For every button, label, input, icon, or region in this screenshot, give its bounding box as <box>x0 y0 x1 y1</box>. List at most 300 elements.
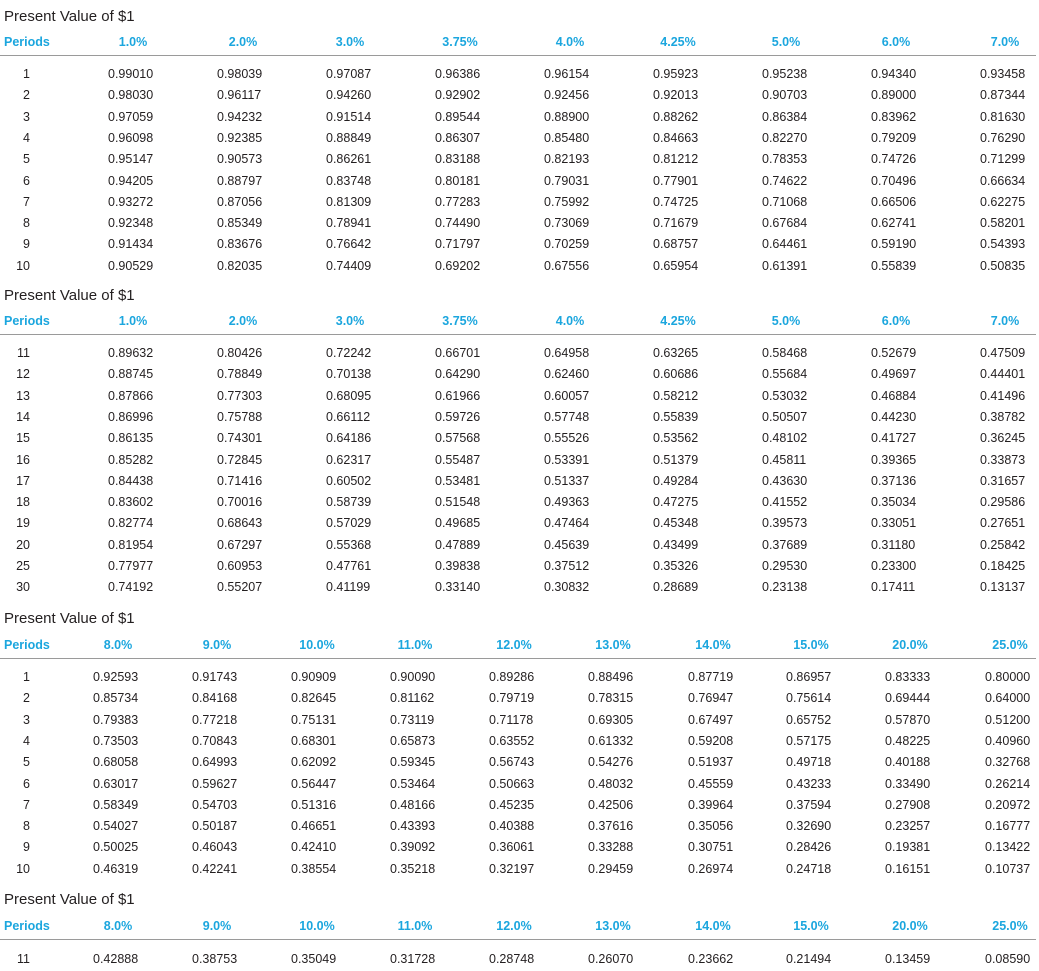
pv-factor-cell: 0.23138 <box>762 580 808 595</box>
pv-factor-cell: 0.55207 <box>217 580 263 595</box>
pv-factor-cell: 0.89544 <box>435 109 481 124</box>
pv-factor-cell: 0.31657 <box>980 473 1026 488</box>
pv-factor-cell: 0.29459 <box>588 861 634 876</box>
pv-factor-cell: 0.44230 <box>871 409 917 424</box>
pv-factor-cell: 0.69444 <box>885 691 931 706</box>
pv-factor-cell: 0.83602 <box>108 495 154 510</box>
period-cell: 3 <box>23 109 30 124</box>
rate-column-header: 4.25% <box>660 314 696 328</box>
pv-factor-cell: 0.28689 <box>653 580 699 595</box>
rate-column-header: 1.0% <box>118 314 148 328</box>
pv-factor-cell: 0.71299 <box>980 152 1026 167</box>
period-cell: 30 <box>16 580 30 595</box>
pv-factor-cell: 0.73069 <box>544 216 590 231</box>
pv-factor-cell: 0.54393 <box>980 237 1026 252</box>
pv-factor-cell: 0.64186 <box>326 431 372 446</box>
pv-factor-cell: 0.58468 <box>762 346 808 360</box>
pv-factor-cell: 0.49718 <box>786 755 832 770</box>
pv-factor-cell: 0.69305 <box>588 712 634 727</box>
pv-factor-cell: 0.59345 <box>390 755 436 770</box>
pv-factor-cell: 0.32690 <box>786 819 832 834</box>
pv-factor-cell: 0.97087 <box>326 67 372 81</box>
pv-factor-cell: 0.08590 <box>985 952 1031 966</box>
pv-factor-cell: 0.77283 <box>435 194 481 209</box>
pv-factor-cell: 0.88797 <box>217 173 263 188</box>
pv-factor-cell: 0.61966 <box>435 388 481 403</box>
pv-factor-cell: 0.64000 <box>985 691 1031 706</box>
pv-factor-cell: 0.47509 <box>980 346 1026 360</box>
pv-factor-cell: 0.92348 <box>108 216 154 231</box>
pv-factor-cell: 0.31728 <box>390 952 436 966</box>
pv-factor-cell: 0.84663 <box>653 130 699 145</box>
pv-factor-cell: 0.57175 <box>786 733 832 748</box>
period-cell: 11 <box>17 346 30 360</box>
pv-factor-cell: 0.92013 <box>653 88 699 103</box>
pv-factor-cell: 0.10737 <box>985 861 1031 876</box>
pv-factor-cell: 0.77218 <box>192 712 238 727</box>
pv-factor-cell: 0.91743 <box>192 670 238 684</box>
rate-column-header: 15.0% <box>793 919 829 933</box>
pv-factor-cell: 0.45559 <box>688 776 734 791</box>
pv-factor-cell: 0.83748 <box>326 173 372 188</box>
period-cell: 5 <box>23 152 30 167</box>
rate-column-header: 11.0% <box>397 638 433 652</box>
pv-factor-cell: 0.50663 <box>489 776 535 791</box>
pv-factor-cell: 0.74490 <box>435 216 481 231</box>
pv-factor-cell: 0.85734 <box>93 691 139 706</box>
pv-factor-cell: 0.46319 <box>93 861 139 876</box>
pv-factor-cell: 0.55839 <box>653 409 699 424</box>
pv-factor-cell: 0.13459 <box>885 952 931 966</box>
pv-factor-cell: 0.69202 <box>435 258 481 273</box>
pv-factor-cell: 0.77977 <box>108 559 154 573</box>
pv-factor-cell: 0.61332 <box>588 733 634 748</box>
rate-column-header: 20.0% <box>892 919 928 933</box>
pv-factor-cell: 0.66112 <box>326 409 371 424</box>
period-cell: 7 <box>23 797 30 812</box>
rate-column-header: 12.0% <box>496 919 532 933</box>
pv-factor-cell: 0.18425 <box>980 559 1026 573</box>
pv-factor-cell: 0.40188 <box>885 755 931 770</box>
pv-factor-cell: 0.67556 <box>544 258 590 273</box>
pv-factor-cell: 0.72242 <box>326 346 372 360</box>
pv-factor-cell: 0.90573 <box>217 152 263 167</box>
pv-factor-cell: 0.90703 <box>762 88 808 103</box>
pv-factor-cell: 0.87719 <box>688 670 734 684</box>
pv-factor-cell: 0.35049 <box>291 952 337 966</box>
rate-column-header: 2.0% <box>228 35 258 49</box>
pv-factor-cell: 0.94260 <box>326 88 372 103</box>
pv-factor-cell: 0.39365 <box>871 452 917 467</box>
pv-factor-cell: 0.39573 <box>762 516 808 531</box>
pv-factor-cell: 0.71797 <box>435 237 481 252</box>
rate-column-header: 6.0% <box>881 35 911 49</box>
period-cell: 20 <box>16 537 30 552</box>
pv-factor-cell: 0.60502 <box>326 473 372 488</box>
period-cell: 17 <box>16 473 30 488</box>
pv-factor-cell: 0.84168 <box>192 691 238 706</box>
pv-factor-cell: 0.79383 <box>93 712 139 727</box>
pv-factor-cell: 0.82645 <box>291 691 337 706</box>
rate-column-header: 3.75% <box>442 314 478 328</box>
pv-factor-cell: 0.72845 <box>217 452 263 467</box>
pv-factor-cell: 0.42410 <box>291 840 337 855</box>
pv-factor-cell: 0.73503 <box>93 733 139 748</box>
pv-factor-cell: 0.45811 <box>762 452 807 467</box>
pv-factor-cell: 0.85282 <box>108 452 154 467</box>
pv-factor-cell: 0.53032 <box>762 388 808 403</box>
pv-factor-cell: 0.50507 <box>762 409 808 424</box>
pv-factor-cell: 0.79719 <box>489 691 535 706</box>
pv-factor-cell: 0.58349 <box>93 797 139 812</box>
pv-factor-cell: 0.75614 <box>786 691 832 706</box>
pv-factor-cell: 0.68058 <box>93 755 139 770</box>
pv-factor-cell: 0.55487 <box>435 452 481 467</box>
pv-factor-cell: 0.82035 <box>217 258 263 273</box>
pv-factor-cell: 0.48225 <box>885 733 931 748</box>
pv-factor-cell: 0.71416 <box>217 473 263 488</box>
pv-factor-cell: 0.80181 <box>435 173 481 188</box>
pv-factor-cell: 0.90090 <box>390 670 436 684</box>
pv-factor-cell: 0.92385 <box>217 130 263 145</box>
pv-factor-cell: 0.57568 <box>435 431 481 446</box>
period-cell: 6 <box>23 173 30 188</box>
period-cell: 9 <box>23 840 30 855</box>
pv-factor-cell: 0.33051 <box>871 516 917 531</box>
header-divider <box>0 334 1036 335</box>
pv-factor-cell: 0.48102 <box>762 431 808 446</box>
pv-factor-cell: 0.47464 <box>544 516 590 531</box>
pv-factor-cell: 0.53562 <box>653 431 699 446</box>
pv-factor-cell: 0.63265 <box>653 346 699 360</box>
period-cell: 8 <box>23 819 30 834</box>
pv-factor-cell: 0.76290 <box>980 130 1026 145</box>
pv-factor-cell: 0.84438 <box>108 473 154 488</box>
pv-factor-cell: 0.16777 <box>985 819 1031 834</box>
pv-factor-cell: 0.43233 <box>786 776 832 791</box>
pv-factor-cell: 0.40388 <box>489 819 535 834</box>
period-cell: 25 <box>16 559 30 573</box>
pv-factor-cell: 0.90909 <box>291 670 337 684</box>
pv-factor-cell: 0.71178 <box>489 712 534 727</box>
period-cell: 19 <box>16 516 30 531</box>
pv-factor-cell: 0.62741 <box>871 216 917 231</box>
pv-factor-cell: 0.93272 <box>108 194 154 209</box>
period-cell: 8 <box>23 216 30 231</box>
pv-factor-cell: 0.70016 <box>217 495 263 510</box>
pv-factor-cell: 0.59726 <box>435 409 481 424</box>
pv-factor-cell: 0.33490 <box>885 776 931 791</box>
pv-factor-cell: 0.68643 <box>217 516 263 531</box>
pv-factor-cell: 0.37512 <box>544 559 590 573</box>
pv-factor-cell: 0.81162 <box>390 691 435 706</box>
pv-factor-cell: 0.44401 <box>980 367 1026 382</box>
pv-factor-cell: 0.62317 <box>326 452 372 467</box>
pv-factor-cell: 0.48032 <box>588 776 634 791</box>
rate-column-header: 12.0% <box>496 638 532 652</box>
pv-factor-cell: 0.42888 <box>93 952 139 966</box>
pv-factor-cell: 0.75788 <box>217 409 263 424</box>
pv-factor-cell: 0.64958 <box>544 346 590 360</box>
rate-column-header: 9.0% <box>202 638 232 652</box>
period-cell: 11 <box>17 952 30 966</box>
rate-column-header: 14.0% <box>695 638 731 652</box>
rate-column-header: 13.0% <box>595 919 631 933</box>
table-title: Present Value of $1 <box>4 8 135 25</box>
pv-factor-cell: 0.49697 <box>871 367 917 382</box>
pv-factor-cell: 0.94340 <box>871 67 917 81</box>
pv-factor-cell: 0.41199 <box>326 580 371 595</box>
pv-factor-cell: 0.59190 <box>871 237 917 252</box>
pv-factor-cell: 0.28748 <box>489 952 535 966</box>
pv-factor-cell: 0.54027 <box>93 819 139 834</box>
rate-column-header: 8.0% <box>103 638 133 652</box>
pv-factor-cell: 0.38753 <box>192 952 238 966</box>
rate-column-header: 4.25% <box>660 35 696 49</box>
period-cell: 4 <box>23 733 30 748</box>
pv-factor-cell: 0.89632 <box>108 346 154 360</box>
rate-column-header: 5.0% <box>771 314 801 328</box>
pv-factor-cell: 0.81954 <box>108 537 154 552</box>
pv-factor-cell: 0.79031 <box>544 173 590 188</box>
pv-factor-cell: 0.38782 <box>980 409 1026 424</box>
rate-column-header: 10.0% <box>299 638 335 652</box>
pv-factor-cell: 0.50025 <box>93 840 139 855</box>
period-cell: 2 <box>23 88 30 103</box>
period-cell: 18 <box>16 495 30 510</box>
rate-column-header: 4.0% <box>555 314 585 328</box>
pv-factor-cell: 0.36245 <box>980 431 1026 446</box>
pv-factor-cell: 0.65752 <box>786 712 832 727</box>
rate-column-header: 4.0% <box>555 35 585 49</box>
pv-factor-cell: 0.98039 <box>217 67 263 81</box>
pv-factor-cell: 0.77303 <box>217 388 263 403</box>
period-cell: 12 <box>16 367 30 382</box>
pv-factor-cell: 0.53481 <box>435 473 481 488</box>
pv-factor-cell: 0.82774 <box>108 516 154 531</box>
pv-factor-cell: 0.63552 <box>489 733 535 748</box>
pv-factor-cell: 0.70496 <box>871 173 917 188</box>
pv-factor-cell: 0.74301 <box>217 431 263 446</box>
pv-factor-cell: 0.66701 <box>435 346 481 360</box>
pv-factor-cell: 0.80000 <box>985 670 1031 684</box>
pv-factor-cell: 0.51316 <box>291 797 337 812</box>
pv-factor-cell: 0.24718 <box>786 861 832 876</box>
pv-factor-cell: 0.71679 <box>653 216 699 231</box>
pv-factor-cell: 0.70843 <box>192 733 238 748</box>
pv-factor-cell: 0.62460 <box>544 367 590 382</box>
pv-factor-cell: 0.30751 <box>688 840 734 855</box>
pv-factor-cell: 0.59627 <box>192 776 238 791</box>
pv-factor-cell: 0.90529 <box>108 258 154 273</box>
pv-factor-cell: 0.46884 <box>871 388 917 403</box>
pv-factor-cell: 0.48166 <box>390 797 436 812</box>
pv-factor-cell: 0.33140 <box>435 580 481 595</box>
pv-factor-cell: 0.33873 <box>980 452 1026 467</box>
pv-factor-cell: 0.85349 <box>217 216 263 231</box>
pv-factor-cell: 0.67684 <box>762 216 808 231</box>
pv-factor-cell: 0.41727 <box>871 431 917 446</box>
pv-factor-cell: 0.75992 <box>544 194 590 209</box>
pv-factor-cell: 0.13137 <box>980 580 1026 595</box>
pv-factor-cell: 0.55526 <box>544 431 590 446</box>
pv-factor-cell: 0.60953 <box>217 559 263 573</box>
pv-factor-cell: 0.39092 <box>390 840 436 855</box>
pv-factor-cell: 0.27651 <box>980 516 1026 531</box>
pv-factor-cell: 0.81630 <box>980 109 1026 124</box>
pv-factor-cell: 0.47275 <box>653 495 699 510</box>
pv-factor-cell: 0.20972 <box>985 797 1031 812</box>
pv-factor-cell: 0.96154 <box>544 67 590 81</box>
pv-factor-cell: 0.76947 <box>688 691 734 706</box>
pv-factor-cell: 0.47761 <box>326 559 372 573</box>
pv-factor-cell: 0.87056 <box>217 194 263 209</box>
pv-factor-cell: 0.94205 <box>108 173 154 188</box>
pv-factor-cell: 0.50187 <box>192 819 238 834</box>
pv-factor-cell: 0.83962 <box>871 109 917 124</box>
rate-column-header: 6.0% <box>881 314 911 328</box>
pv-factor-cell: 0.66634 <box>980 173 1026 188</box>
pv-factor-cell: 0.88496 <box>588 670 634 684</box>
pv-factor-cell: 0.13422 <box>985 840 1031 855</box>
pv-factor-cell: 0.54276 <box>588 755 634 770</box>
pv-factor-cell: 0.64993 <box>192 755 238 770</box>
rate-column-header: 3.75% <box>442 35 478 49</box>
header-divider <box>0 658 1036 659</box>
pv-factor-cell: 0.23257 <box>885 819 931 834</box>
period-cell: 1 <box>23 670 30 684</box>
pv-factor-cell: 0.96098 <box>108 130 154 145</box>
pv-factor-cell: 0.49685 <box>435 516 481 531</box>
pv-factor-cell: 0.41552 <box>762 495 808 510</box>
pv-factor-cell: 0.45235 <box>489 797 535 812</box>
pv-factor-cell: 0.65954 <box>653 258 699 273</box>
pv-factor-cell: 0.33288 <box>588 840 634 855</box>
pv-factor-cell: 0.68301 <box>291 733 337 748</box>
pv-factor-cell: 0.52679 <box>871 346 917 360</box>
pv-factor-cell: 0.97059 <box>108 109 154 124</box>
rate-column-header: 20.0% <box>892 638 928 652</box>
pv-factor-cell: 0.60057 <box>544 388 590 403</box>
pv-factor-cell: 0.55684 <box>762 367 808 382</box>
pv-factor-cell: 0.29530 <box>762 559 808 573</box>
rate-column-header: 3.0% <box>335 35 365 49</box>
rate-column-header: 15.0% <box>793 638 829 652</box>
pv-factor-cell: 0.29586 <box>980 495 1026 510</box>
pv-factor-cell: 0.55839 <box>871 258 917 273</box>
period-cell: 13 <box>16 388 30 403</box>
pv-factor-cell: 0.81309 <box>326 194 372 209</box>
rate-column-header: 14.0% <box>695 919 731 933</box>
pv-factor-cell: 0.35326 <box>653 559 699 573</box>
pv-factor-cell: 0.94232 <box>217 109 263 124</box>
pv-factor-cell: 0.45639 <box>544 537 590 552</box>
pv-factor-cell: 0.91514 <box>326 109 372 124</box>
rate-column-header: 11.0% <box>397 919 433 933</box>
pv-factor-cell: 0.42506 <box>588 797 634 812</box>
rate-column-header: 25.0% <box>992 919 1028 933</box>
pv-factor-cell: 0.70259 <box>544 237 590 252</box>
pv-factor-cell: 0.26974 <box>688 861 734 876</box>
pv-factor-cell: 0.92593 <box>93 670 139 684</box>
pv-factor-cell: 0.47889 <box>435 537 481 552</box>
pv-factor-cell: 0.92456 <box>544 88 590 103</box>
rate-column-header: 3.0% <box>335 314 365 328</box>
pv-factor-cell: 0.92902 <box>435 88 481 103</box>
pv-factor-cell: 0.27908 <box>885 797 931 812</box>
pv-factor-cell: 0.16151 <box>885 861 931 876</box>
table-title: Present Value of $1 <box>4 891 135 908</box>
pv-factor-cell: 0.17411 <box>871 580 916 595</box>
period-cell: 16 <box>16 452 30 467</box>
pv-factor-cell: 0.86307 <box>435 130 481 145</box>
rate-column-header: 9.0% <box>202 919 232 933</box>
table-title: Present Value of $1 <box>4 610 135 627</box>
pv-factor-cell: 0.70138 <box>326 367 372 382</box>
pv-factor-cell: 0.86957 <box>786 670 832 684</box>
pv-factor-cell: 0.46651 <box>291 819 337 834</box>
pv-factor-cell: 0.78315 <box>588 691 634 706</box>
period-cell: 2 <box>23 691 30 706</box>
pv-factor-cell: 0.32768 <box>985 755 1031 770</box>
pv-factor-cell: 0.83676 <box>217 237 263 252</box>
pv-factor-cell: 0.74726 <box>871 152 917 167</box>
period-cell: 6 <box>23 776 30 791</box>
pv-factor-cell: 0.80426 <box>217 346 263 360</box>
pv-factor-cell: 0.40960 <box>985 733 1031 748</box>
pv-factor-cell: 0.36061 <box>489 840 535 855</box>
pv-factor-cell: 0.30832 <box>544 580 590 595</box>
table-title: Present Value of $1 <box>4 287 135 304</box>
pv-factor-cell: 0.74622 <box>762 173 808 188</box>
pv-factor-cell: 0.37616 <box>588 819 634 834</box>
period-cell: 10 <box>16 861 30 876</box>
pv-factor-cell: 0.95923 <box>653 67 699 81</box>
pv-factor-cell: 0.93458 <box>980 67 1026 81</box>
pv-factor-cell: 0.95147 <box>108 152 154 167</box>
pv-factor-cell: 0.37136 <box>871 473 917 488</box>
period-cell: 4 <box>23 130 30 145</box>
rate-column-header: 13.0% <box>595 638 631 652</box>
pv-factor-cell: 0.78353 <box>762 152 808 167</box>
rate-column-header: 2.0% <box>228 314 258 328</box>
pv-factor-cell: 0.58201 <box>980 216 1026 231</box>
pv-factor-cell: 0.64461 <box>762 237 808 252</box>
pv-factor-cell: 0.32197 <box>489 861 535 876</box>
rate-column-header: 5.0% <box>771 35 801 49</box>
pv-factor-cell: 0.38554 <box>291 861 337 876</box>
pv-factor-cell: 0.75131 <box>291 712 337 727</box>
pv-factor-cell: 0.82270 <box>762 130 808 145</box>
pv-factor-cell: 0.19381 <box>885 840 931 855</box>
pv-factor-cell: 0.45348 <box>653 516 699 531</box>
pv-factor-cell: 0.56447 <box>291 776 337 791</box>
pv-factor-cell: 0.26214 <box>985 776 1031 791</box>
pv-factor-cell: 0.98030 <box>108 88 154 103</box>
period-cell: 9 <box>23 237 30 252</box>
header-divider <box>0 939 1036 940</box>
pv-factor-cell: 0.82193 <box>544 152 590 167</box>
pv-factor-cell: 0.73119 <box>390 712 435 727</box>
pv-factor-cell: 0.25842 <box>980 537 1026 552</box>
pv-factor-cell: 0.87344 <box>980 88 1026 103</box>
pv-factor-cell: 0.78941 <box>326 216 372 231</box>
pv-factor-cell: 0.61391 <box>762 258 808 273</box>
pv-factor-cell: 0.57870 <box>885 712 931 727</box>
pv-factor-cell: 0.62092 <box>291 755 337 770</box>
pv-factor-cell: 0.31180 <box>871 537 916 552</box>
rate-column-header: 25.0% <box>992 638 1028 652</box>
